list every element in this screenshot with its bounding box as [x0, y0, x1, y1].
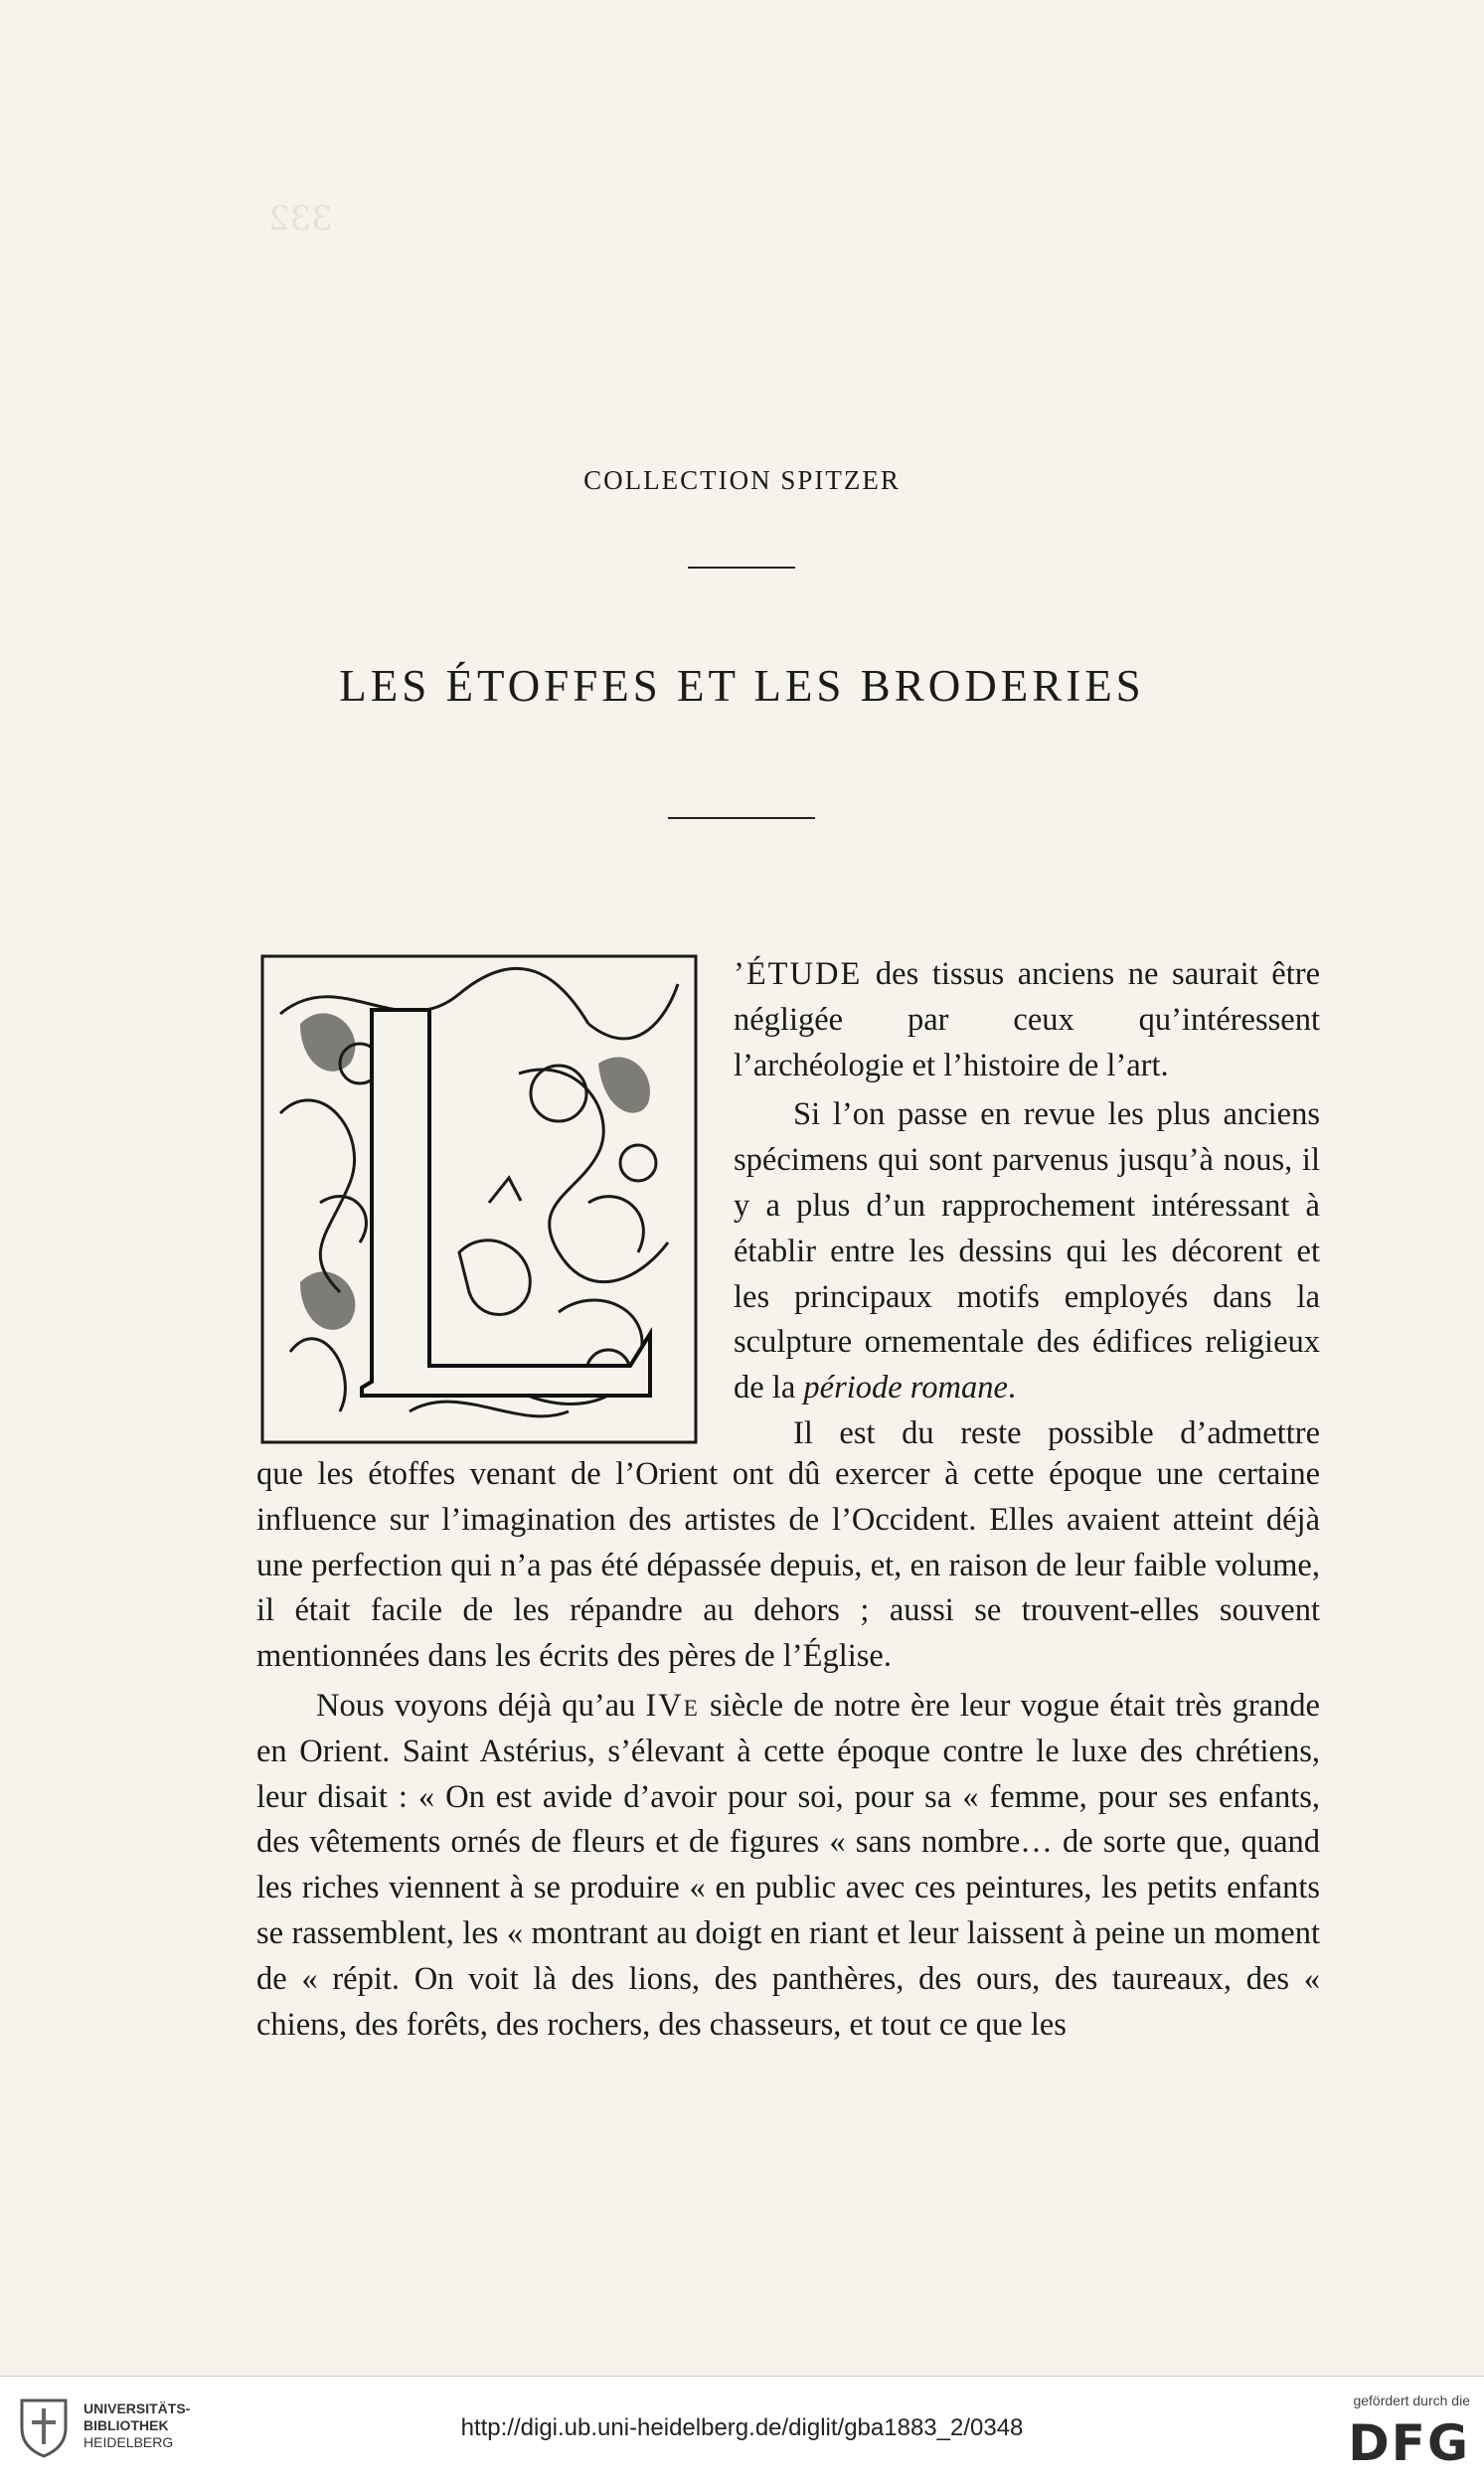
bleed-through: 332	[268, 199, 333, 239]
funding-note: gefördert durch die	[1353, 2393, 1470, 2408]
title-rule-bottom	[668, 817, 815, 819]
paragraph-4: Nous voyons déjà qu’au IVe siècle de notre ère leur vogue était très grande en Orient. Saint Astérius, s’élevant à cette époque contre le luxe des chrétiens, leur disait : « On est avide d’avoir pour soi, pour sa « femme, pour ses enfants, des vêtements ornés de fleurs et de figures « sans nombre… de sorte que, quand les riches viennent à se produire « en public avec ces peintures, les petits enfants se rassemblent, les « montrant au doigt en riant et leur laissent à peine un moment de « répit. On voit là des lions, des panthères, des ours, des taureaux, des « chiens, des forêts, des rochers, des chasseurs, et tout ce que les	[256, 1687, 1320, 2043]
decorated-initial-l	[260, 954, 698, 1444]
text-column-right	[734, 952, 1320, 1457]
lead-word: ’ÉTUDE	[734, 956, 863, 992]
library-name: UNIVERSITÄTS- BIBLIOTHEK HEIDELBERG	[83, 2400, 191, 2450]
permalink-url[interactable]: http://digi.ub.uni-heidelberg.de/diglit/gba1883_2/0348	[460, 2414, 1024, 2441]
paragraph-3-start: Il est du reste possible d’admettre	[793, 1414, 1320, 1451]
title-rule-top	[688, 567, 795, 569]
paragraph-2: Si l’on passe en revue les plus anciens spécimens qui sont parvenus jusqu’à nous, il y a plus d’un rapprochement intéressant à établir entre les dessins qui les décorent et les principaux motifs employés dans la sculpture ornementale des édifices religieux de la période romane.	[734, 1096, 1320, 1406]
paragraph-1: ’ÉTUDE des tissus anciens ne saurait être négligée par ceux qu’intéressent l’archéologie et l’histoire de l’art.	[734, 956, 1320, 1083]
text-column-full	[256, 1452, 1320, 2048]
paragraph-3-continued: que les étoffes venant de l’Orient ont dû exercer à cette époque une certaine influence sur l’imagination des artistes de l’Occident. Elles avaient atteint déjà une perfection qui n’a pas été dépassée depuis, et, en raison de leur faible volume, il était facile de les répandre au dehors ; aussi se trouvent-elles souvent mentionnées dans les écrits des pères de l’Église.	[256, 1456, 1320, 1675]
century-numeral: IVe	[645, 1687, 700, 1724]
viewer-footer	[0, 2376, 1484, 2482]
dfg-logo: DFG	[1348, 2414, 1470, 2472]
article-title: LES ÉTOFFES ET LES BRODERIES	[339, 661, 1145, 711]
emphasis-periode-romane: période romane	[803, 1370, 1008, 1406]
section-label: COLLECTION SPITZER	[583, 465, 901, 495]
